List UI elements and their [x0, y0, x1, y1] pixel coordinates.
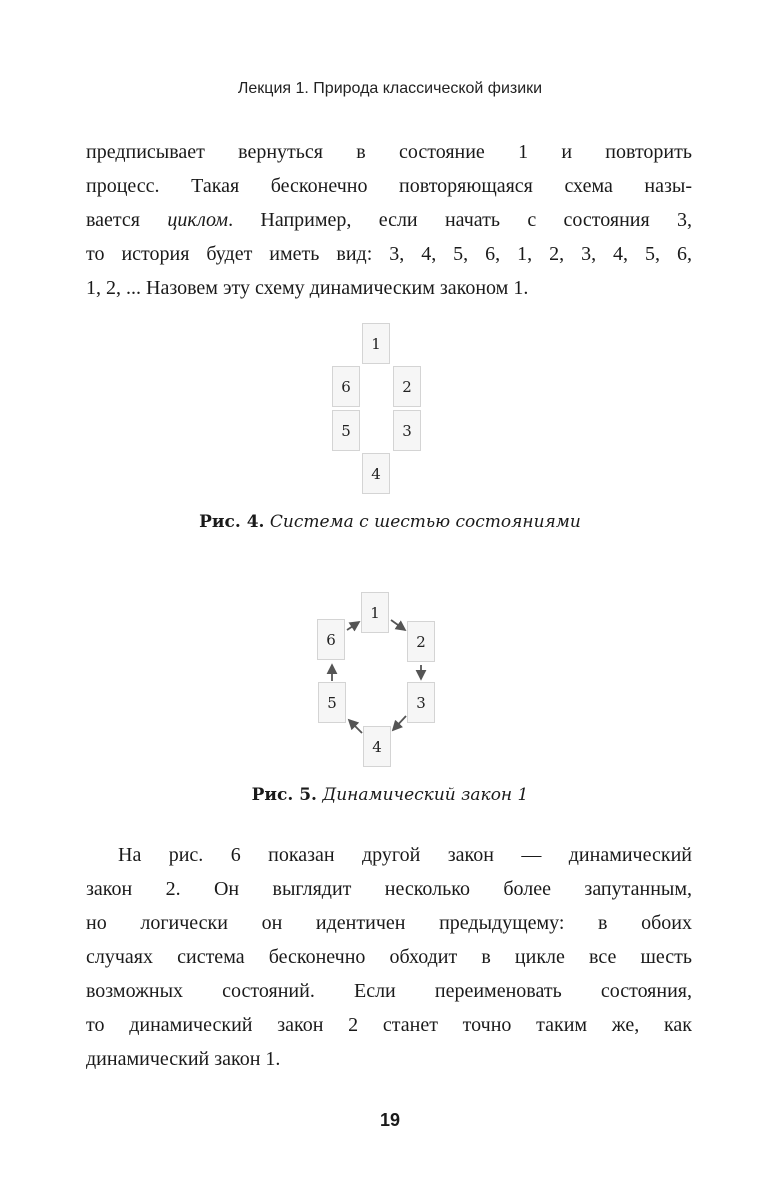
state-box-1: 1 [362, 323, 390, 364]
arrow-4-5 [349, 720, 362, 733]
arrow-1-2 [391, 620, 405, 630]
page-number: 19 [379, 1110, 401, 1130]
text-line: предписывает вернуться в состояние 1 и повторить [86, 141, 692, 163]
text-line: закон 2. Он выглядит несколько более запутанным, [86, 878, 692, 900]
caption-label: Рис. 5. [251, 785, 317, 805]
caption-text: Динамический закон 1 [322, 785, 529, 805]
text-line: процесс. Такая бесконечно повторяющаяся схема назы- [86, 175, 692, 197]
state-box-3: 3 [407, 682, 435, 723]
paragraph-2 [86, 838, 692, 1076]
state-box-2: 2 [407, 621, 435, 662]
running-header: Лекция 1. Природа классической физики [237, 80, 543, 97]
text-line: то динамический закон 2 станет точно таким же, как [86, 1014, 692, 1036]
text-line: но логически он идентичен предыдущему: в обоих [86, 912, 692, 934]
text-fragment: . Например, если начать с состояния 3, [228, 209, 692, 231]
term-cycle: циклом [167, 209, 229, 231]
text-line: возможных состояний. Если переименовать состояния, [86, 980, 692, 1002]
text-line: На рис. 6 показан другой закон — динамический [118, 844, 692, 866]
state-box-6: 6 [317, 619, 345, 660]
state-box-5: 5 [332, 410, 360, 451]
text-line: то история будет иметь вид: 3, 4, 5, 6, 1, 2, 3, 4, 5, 6, [86, 243, 692, 265]
figure-5-caption [0, 785, 780, 805]
state-box-2: 2 [393, 366, 421, 407]
caption-label: Рис. 4. [199, 512, 265, 532]
caption-text: Система с шестью состояниями [269, 512, 581, 532]
state-box-5: 5 [318, 682, 346, 723]
text-line: 1, 2, ... Назовем эту схему динамическим законом 1. [86, 277, 529, 299]
state-box-3: 3 [393, 410, 421, 451]
text-line: динамический закон 1. [86, 1048, 281, 1070]
text-fragment: вается [86, 209, 168, 231]
state-box-1: 1 [361, 592, 389, 633]
state-box-6: 6 [332, 366, 360, 407]
text-line: случаях система бесконечно обходит в цикле все шесть [86, 946, 692, 968]
state-box-4: 4 [363, 726, 391, 767]
arrow-6-1 [347, 622, 359, 630]
state-box-4: 4 [362, 453, 390, 494]
arrow-3-4 [393, 716, 406, 730]
